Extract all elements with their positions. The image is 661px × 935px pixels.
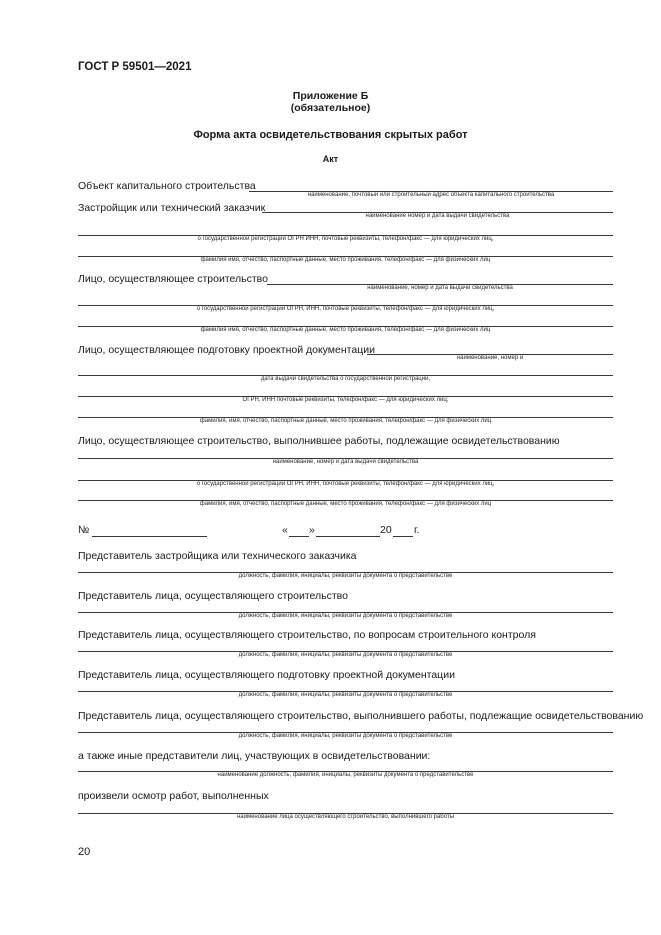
date-open-quote: « xyxy=(282,524,288,536)
performer-caption-2: о государственной регистрации ОГРН, ИНН, почтовые реквизиты, телефон/факс — для юридических лиц, xyxy=(196,481,495,487)
appendix-note: (обязательное) xyxy=(290,102,371,114)
performer-caption-1: наименование, номер и дата выдачи свидетельства xyxy=(272,459,419,465)
rep-builder-caption: должность, фамилия, инициалы, реквизиты документа о представительстве xyxy=(238,613,453,619)
developer-caption-2: о государственной регистрации ОГРН ИНН, почтовые реквизиты, телефон/факс — для юридических лиц, xyxy=(197,236,494,242)
designer-caption-3: ОГРН, ИНН почтовые реквизиты, телефон/факс — для юридических лиц; xyxy=(242,397,449,403)
act-title: Акт xyxy=(322,154,339,164)
standard-header: ГОСТ Р 59501—2021 xyxy=(78,61,192,73)
number-sign: № xyxy=(78,524,90,536)
rep-control-caption: должность, фамилия, инициалы, реквизиты документа о представительстве xyxy=(238,652,453,658)
designer-caption-1: наименование, номер и xyxy=(456,355,524,361)
others-label: а также иные представители лиц, участвующих в освидетельствовании: xyxy=(78,750,431,762)
page-number: 20 xyxy=(78,846,91,858)
rep-developer-label: Представитель застройщика или технического заказчика xyxy=(78,550,357,562)
act-number-field[interactable] xyxy=(92,536,207,537)
performer-label: Лицо, осуществляющее строительство, выполнившее работы, подлежащие освидетельствованию xyxy=(78,435,560,447)
designer-label: Лицо, осуществляющее подготовку проектной документации xyxy=(78,344,375,356)
designer-caption-4: фамилия, имя, отчество, паспортные данные, место проживания, телефон/факс — для физических лиц xyxy=(199,418,492,424)
form-title: Форма акта освидетельствования скрытых работ xyxy=(193,129,468,141)
appendix-title: Приложение Б xyxy=(292,90,369,102)
rep-designer-caption: должность, фамилия, инициалы, реквизиты документа о представительстве xyxy=(238,692,453,698)
others-caption: наименование должность, фамилия, инициалы, реквизиты документа о представительстве xyxy=(217,772,474,778)
date-day-field[interactable] xyxy=(289,536,309,537)
inspection-caption: наименование лица осуществляющего строительство, выполнившего работы xyxy=(236,814,455,820)
performer-caption-3: фамилия, имя, отчество, паспортные данные, место проживания, телефон/факс — для физических лиц xyxy=(199,501,492,507)
rep-control-label: Представитель лица, осуществляющего строительство, по вопросам строительного контроля xyxy=(78,629,536,641)
object-caption: наименование, почтовый или строительный адрес объекта капитального строительства xyxy=(307,192,555,198)
inspection-label: произвели осмотр работ, выполненных xyxy=(78,790,269,802)
date-year-suffix: г. xyxy=(414,524,420,536)
designer-caption-2: дата выдачи свидетельства о государственной регистрации, xyxy=(260,376,431,382)
rep-designer-label: Представитель лица, осуществляющего подготовку проектной документации xyxy=(78,669,455,681)
developer-caption-3: фамилия имя, отчество, паспортные данные, место проживания, телефон/факс — для физических лиц xyxy=(200,257,491,263)
date-year-prefix: 20 xyxy=(380,524,392,536)
rep-performer-caption: должность, фамилия, инициалы, реквизиты документа о представительстве xyxy=(238,733,453,739)
builder-caption-1: наименование, номер и дата выдачи свидетельства xyxy=(367,285,513,291)
developer-caption-1: наименование номер и дата выдачи свидетельства xyxy=(365,213,510,219)
builder-caption-2: о государственной регистрации ОГРН, ИНН, почтовые реквизиты, телефон/факс — для юридических лиц, xyxy=(196,306,495,312)
date-month-field[interactable] xyxy=(316,536,380,537)
date-close-quote: » xyxy=(309,524,315,536)
date-year-field[interactable] xyxy=(393,536,413,537)
builder-label: Лицо, осуществляющее строительство xyxy=(78,273,268,285)
builder-caption-3: фамилия имя, отчество, паспортные данные, место проживания, телефон/факс — для физических лиц xyxy=(200,327,491,333)
developer-label: Застройщик или технический заказчик xyxy=(78,202,266,214)
rep-performer-label: Представитель лица, осуществляющего строительство, выполнившего работы, подлежащие освидетельствованию xyxy=(78,710,644,722)
rep-builder-label: Представитель лица, осуществляющего строительство xyxy=(78,590,348,602)
rep-developer-caption: должность, фамилия, инициалы, реквизиты документа о представительстве xyxy=(238,573,453,579)
object-label: Объект капитального строительства xyxy=(78,180,256,192)
